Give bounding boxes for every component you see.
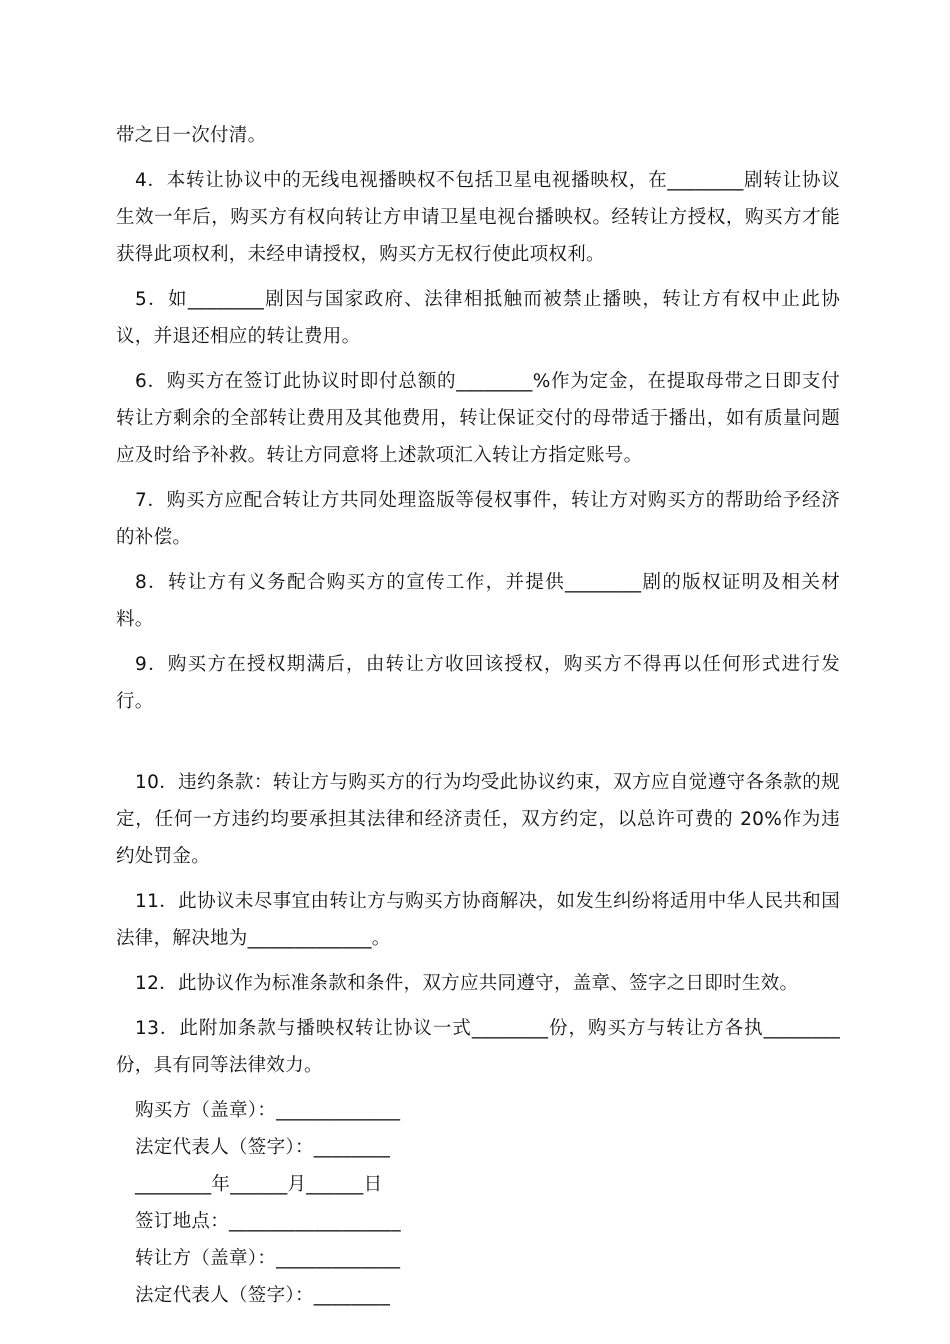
clause-10: 10．违约条款：转让方与购买方的行为均受此协议约束，双方应自觉遵守各条款的规定，任何一方违约均要承担其法律和经济责任，双方约定，以总许可费的 20%作为违约处罚金。: [116, 772, 840, 867]
clause-9: 9．购买方在授权期满后，由转让方收回该授权，购买方不得再以任何形式进行发行。: [116, 654, 840, 712]
date-line: ________年______月______日: [135, 1174, 383, 1195]
document-page: [116, 117, 840, 1314]
buyer-seal-line: 购买方（盖章）：_____________: [135, 1100, 401, 1121]
signature-block: [116, 1092, 840, 1314]
seller-seal-line: 转让方（盖章）：_____________: [135, 1248, 401, 1269]
paragraph-gap: [116, 728, 840, 764]
continuation-text: 带之日一次付清。: [116, 125, 267, 146]
clause-7: 7．购买方应配合转让方共同处理盗版等侵权事件，转让方对购买方的帮助给予经济的补偿。: [116, 490, 840, 548]
signing-place-line: 签订地点：__________________: [135, 1211, 401, 1232]
clause-12: 12．此协议作为标准条款和条件，双方应共同遵守，盖章、签字之日即时生效。: [135, 973, 799, 994]
seller-representative-line: 法定代表人（签字）：________: [135, 1285, 391, 1306]
clause-6: 6．购买方在签订此协议时即付总额的________%作为定金，在提取母带之日即支付转让方剩余的全部转让费用及其他费用，转让保证交付的母带适于播出，如有质量问题应及时给予补救。转让方同意将上述款项汇入转让方指定账号。: [116, 371, 840, 466]
clause-4: 4．本转让协议中的无线电视播映权不包括卫星电视播映权，在________剧转让协议生效一年后，购买方有权向转让方申请卫星电视台播映权。经转让方授权，购买方才能获得此项权利，未经申请授权，购买方无权行使此项权利。: [116, 170, 840, 265]
buyer-representative-line: 法定代表人（签字）：________: [135, 1137, 391, 1158]
clause-8: 8．转让方有义务配合购买方的宣传工作，并提供________剧的版权证明及相关材料。: [116, 572, 840, 630]
clause-5: 5．如________剧因与国家政府、法律相抵触而被禁止播映，转让方有权中止此协议，并退还相应的转让费用。: [116, 289, 840, 347]
clause-13: 13．此附加条款与播映权转让协议一式________份，购买方与转让方各执________份，具有同等法律效力。: [116, 1018, 840, 1076]
clause-11: 11．此协议未尽事宜由转让方与购买方协商解决，如发生纠纷将适用中华人民共和国法律，解决地为_____________。: [116, 891, 840, 949]
